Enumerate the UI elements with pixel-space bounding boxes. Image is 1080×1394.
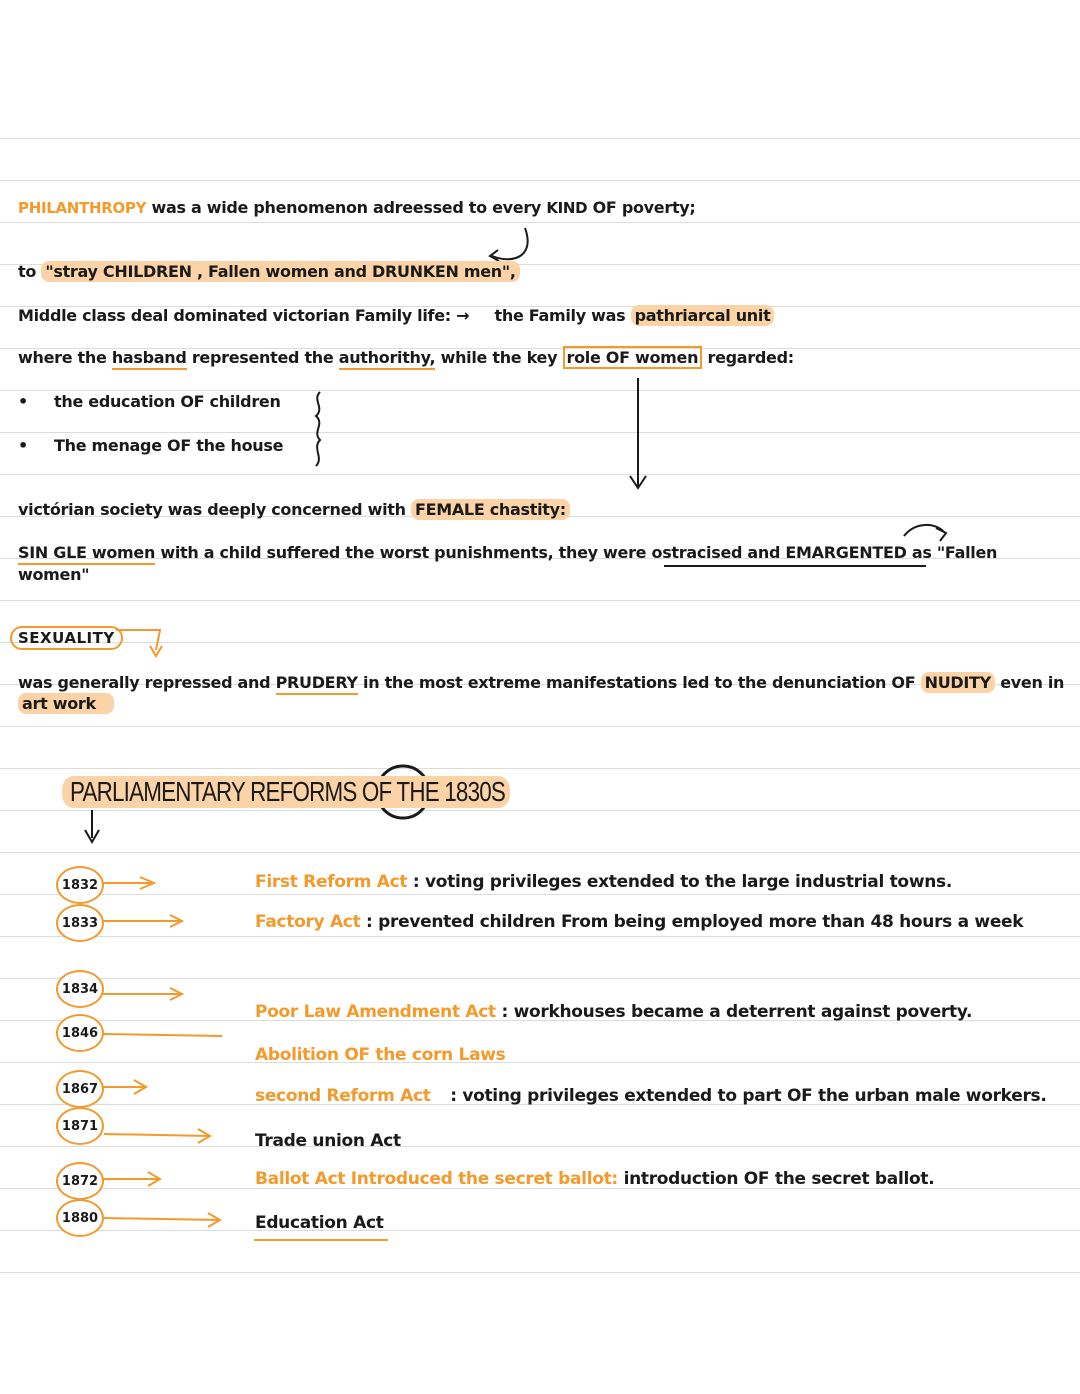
- reform-name: second Reform Act: [255, 1086, 431, 1106]
- reform-desc: : voting privileges extended to part OF the urban male workers.: [450, 1086, 1047, 1106]
- year-1872: 1872: [56, 1162, 104, 1200]
- reform-desc: : voting privileges extended to the large industrial towns.: [412, 872, 952, 892]
- reform-name: Ballot Act Introduced the secret ballot:: [255, 1169, 618, 1189]
- bullet-dot-1: •: [18, 392, 29, 411]
- reform-name: First Reform Act: [255, 872, 408, 892]
- represented-text: represented the: [191, 348, 334, 367]
- bullet-item-2: The menage OF the house: [54, 436, 284, 455]
- reform-desc: : workhouses became a deterrent against poverty.: [501, 1002, 973, 1022]
- year-1833: 1833: [56, 904, 104, 942]
- reform-desc: introduction OF the secret ballot.: [623, 1169, 935, 1189]
- reforms-title-text: PARLIAMENTARY REFORMS OF THE: [70, 776, 439, 807]
- prudery-term: PRUDERY: [276, 673, 358, 695]
- year-1846: 1846: [56, 1014, 104, 1052]
- philanthropy-text: was a wide phenomenon adreessed to every: [151, 198, 542, 217]
- philanthropy-line: [18, 198, 696, 217]
- reform-name: Trade union Act: [255, 1131, 401, 1151]
- year-1834: 1834: [56, 970, 104, 1008]
- reform-second-reform-act: [255, 1086, 1047, 1106]
- fallen-text: as "Fallen: [911, 543, 998, 562]
- bullet-item-1: the education OF children: [54, 392, 281, 411]
- single-women-line: [18, 543, 997, 562]
- single-women-text: with a child suffered the worst punishments, they were: [160, 543, 647, 562]
- year-1871: 1871: [56, 1107, 104, 1145]
- philanthropy-term: PHILANTHROPY: [18, 199, 147, 217]
- reforms-title: [62, 776, 510, 808]
- middle-class-line: [18, 306, 774, 325]
- art-work-line: [18, 694, 114, 713]
- victorian-text: victórian society was deeply concerned with: [18, 500, 406, 519]
- nudity-highlight: NUDITY: [921, 672, 995, 693]
- sexuality-text-2: in the most extreme manifestations led to the denunciation OF: [363, 673, 916, 692]
- reform-name: Education Act: [255, 1213, 384, 1233]
- sexuality-text-1: was generally repressed and: [18, 673, 271, 692]
- year-1880: 1880: [56, 1199, 104, 1237]
- year-1867: 1867: [56, 1070, 104, 1108]
- female-chastity-highlight: FEMALE chastity:: [411, 499, 570, 520]
- reform-factory-act: [255, 912, 1023, 932]
- single-women-line-2: women": [18, 565, 90, 584]
- reform-corn-laws: [255, 1045, 505, 1065]
- where-text: where the: [18, 348, 107, 367]
- year-1832: 1832: [56, 866, 104, 904]
- ostracised-text: ostracised and EMARGENTED: [651, 543, 907, 562]
- authority-term: authorithy,: [339, 348, 436, 370]
- reform-name: Poor Law Amendment Act: [255, 1002, 496, 1022]
- role-of-women-box: role OF women: [563, 346, 703, 369]
- sexuality-line: [18, 673, 1064, 692]
- philanthropy-text-end: OF poverty;: [592, 198, 696, 217]
- art-work-highlight: art work: [18, 693, 114, 714]
- while-text: while the key: [440, 348, 558, 367]
- bullet-dot-2: •: [18, 436, 29, 455]
- stray-line: [18, 262, 520, 281]
- reform-desc: : prevented children From being employed more than 48 hours a week: [366, 912, 1024, 932]
- reform-ballot-act: [255, 1169, 934, 1189]
- husband-term: hasband: [112, 348, 187, 370]
- reforms-title-decade: 1830S: [444, 776, 506, 807]
- reform-name: Abolition OF the corn Laws: [255, 1045, 506, 1065]
- kind-term: KIND: [546, 199, 588, 217]
- middle-class-text: Middle class deal dominated victorian Family life:: [18, 306, 451, 325]
- victorian-line: [18, 500, 570, 519]
- regarded-text: regarded:: [707, 348, 794, 367]
- single-women-term: SIN GLE women: [18, 543, 155, 565]
- stray-highlight: "stray CHILDREN , Fallen women and DRUNKEN men",: [41, 261, 519, 282]
- reform-name: Factory Act: [255, 912, 361, 932]
- reform-trade-union-act: [255, 1131, 401, 1151]
- arrow-right-icon: →: [456, 306, 470, 325]
- stray-to: to: [18, 262, 37, 281]
- family-text: the Family was: [494, 306, 626, 325]
- sexuality-text-3: even in: [1000, 673, 1065, 692]
- sexuality-badge: SEXUALITY: [10, 626, 123, 650]
- husband-line: [18, 348, 794, 367]
- patriarchal-highlight: pathriarcal unit: [631, 305, 775, 326]
- reform-first-reform-act: [255, 872, 952, 892]
- reform-education-act: [255, 1213, 384, 1233]
- reform-poor-law: [255, 1002, 972, 1022]
